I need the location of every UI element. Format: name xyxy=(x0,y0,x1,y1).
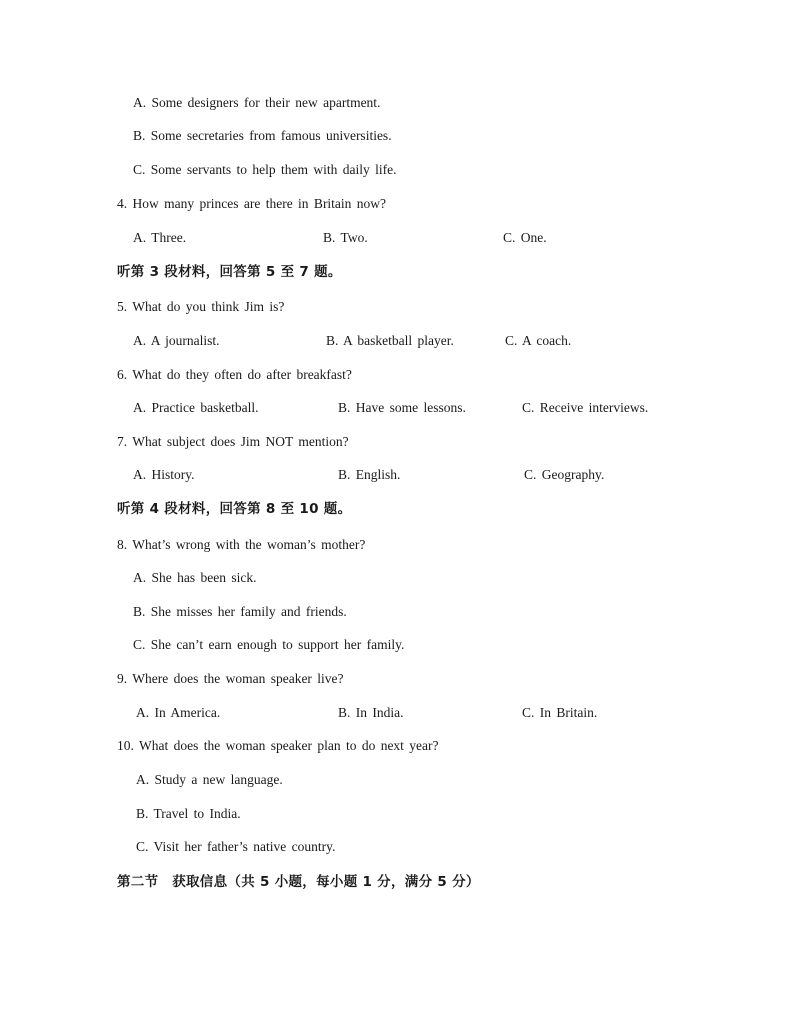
q5-option-b: B. A basketball player. xyxy=(326,333,454,348)
q8-option-c: C. She can’t earn enough to support her family. xyxy=(133,637,405,652)
q5-option-a: A. A journalist. xyxy=(133,333,220,348)
q6-question: 6. What do they often do after breakfast? xyxy=(117,367,352,382)
q3-option-a: A. Some designers for their new apartment. xyxy=(133,95,381,110)
q10-question: 10. What does the woman speaker plan to do next year? xyxy=(117,738,439,753)
q4-option-c: C. One. xyxy=(503,230,547,245)
q7-option-a: A. History. xyxy=(133,467,195,482)
q8-option-b: B. She misses her family and friends. xyxy=(133,604,347,619)
q8-option-a: A. She has been sick. xyxy=(133,570,257,585)
section-3-header: 听第 3 段材料，回答第 5 至 7 题。 xyxy=(117,264,342,280)
q10-option-a: A. Study a new language. xyxy=(136,772,283,787)
q4-option-a: A. Three. xyxy=(133,230,187,245)
q6-option-c: C. Receive interviews. xyxy=(522,400,649,415)
q3-option-c: C. Some servants to help them with daily life. xyxy=(133,162,397,177)
q6-option-a: A. Practice basketball. xyxy=(133,400,259,415)
q9-option-a: A. In America. xyxy=(136,705,221,720)
q5-question: 5. What do you think Jim is? xyxy=(117,299,285,314)
q8-question: 8. What’s wrong with the woman’s mother? xyxy=(117,537,366,552)
q7-option-c: C. Geography. xyxy=(524,467,605,482)
q4-option-b: B. Two. xyxy=(323,230,368,245)
q10-option-c: C. Visit her father’s native country. xyxy=(136,839,336,854)
q4-question: 4. How many princes are there in Britain now? xyxy=(117,196,387,211)
q10-option-b: B. Travel to India. xyxy=(136,806,241,821)
part-2-header: 第二节 获取信息（共 5 小题，每小题 1 分，满分 5 分） xyxy=(117,874,480,890)
q3-option-b: B. Some secretaries from famous universities. xyxy=(133,128,392,143)
q7-option-b: B. English. xyxy=(338,467,401,482)
q9-option-c: C. In Britain. xyxy=(522,705,598,720)
section-4-header: 听第 4 段材料，回答第 8 至 10 题。 xyxy=(117,501,352,517)
q6-option-b: B. Have some lessons. xyxy=(338,400,466,415)
q9-option-b: B. In India. xyxy=(338,705,404,720)
q5-option-c: C. A coach. xyxy=(505,333,572,348)
q7-question: 7. What subject does Jim NOT mention? xyxy=(117,434,349,449)
q9-question: 9. Where does the woman speaker live? xyxy=(117,671,344,686)
